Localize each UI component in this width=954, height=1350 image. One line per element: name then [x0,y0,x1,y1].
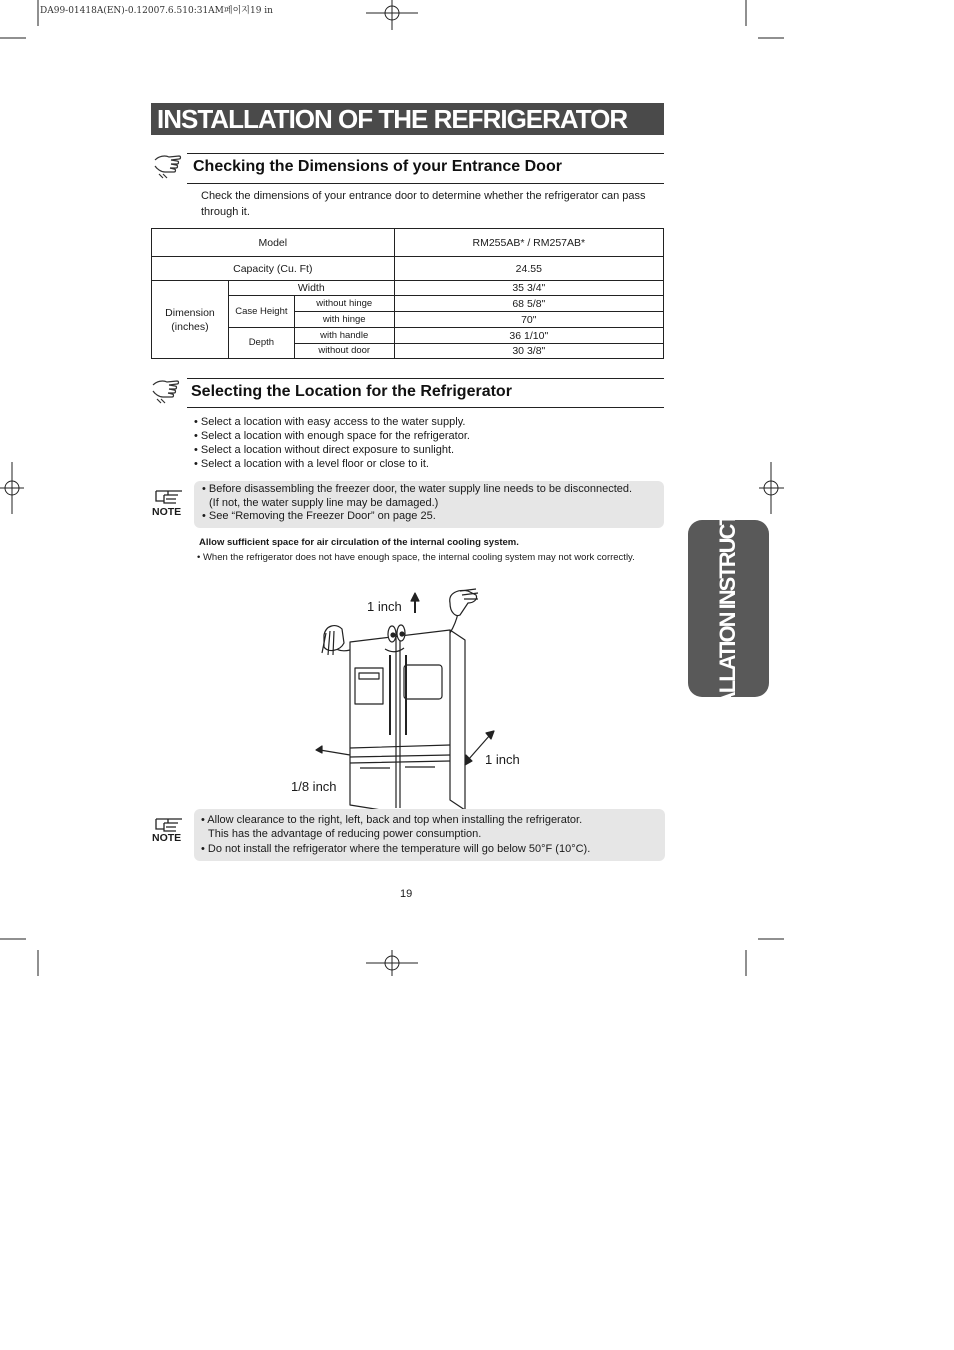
left-clearance-label: 1/8 inch [291,779,337,794]
note-line: • Before disassembling the freezer door, the water supply line needs to be disconnected. [202,483,633,495]
with-hinge-label: with hinge [294,312,394,328]
note-line: This has the advantage of reducing power consumption. [208,827,482,840]
location-bullet-list [194,415,470,471]
without-door-label: without door [294,344,394,359]
section1-title: Checking the Dimensions of your Entrance Door [193,158,562,175]
section-side-tab [688,468,769,748]
dimension-label-line1: Dimension [165,306,215,319]
without-hinge-label: without hinge [294,296,394,312]
table-row [152,296,664,312]
hand-pointer-icon [153,152,183,180]
capacity-label: Capacity (Cu. Ft) [152,257,395,281]
table-row [152,328,664,344]
table-row [152,257,664,281]
section2-title: Selecting the Location for the Refrigerator [191,383,512,400]
list-item: • Select a location with enough space for the refrigerator. [194,430,470,442]
side-clearance-label: 1 inch [485,752,520,767]
note-line: • Do not install the refrigerator where the temperature will go below 50°F (10°C). [201,843,591,855]
list-item: • Select a location without direct exposure to sunlight. [194,444,455,456]
note-box-clearance [194,809,665,861]
air-circulation-heading: Allow sufficient space for air circulation of the internal cooling system. [199,537,519,548]
model-label: Model [152,229,395,257]
list-item: • Select a location with easy access to the water supply. [194,416,466,428]
page-number: 19 [400,888,413,900]
note-box-freezer-door [194,481,664,528]
pointing-hand-icon [154,815,184,833]
dimensions-table [151,228,664,359]
with-hinge-value: 70" [394,312,663,328]
model-value: RM255AB* / RM257AB* [394,229,663,257]
note-label: NOTE [152,832,182,844]
top-clearance-label: 1 inch [367,599,402,614]
section1-top-rule [187,153,664,154]
section2-bottom-rule [187,407,664,408]
section1-intro: Check the dimensions of your entrance door to determine whether the refrigerator can pass through it. [201,190,646,218]
hand-pointer-icon [151,377,181,405]
list-item: • Select a location with a level floor or close to it. [194,458,429,470]
section2-top-rule [187,378,664,379]
table-row [152,229,664,257]
case-height-label: Case Height [228,296,294,328]
note-line: • See “Removing the Freezer Door” on page 25. [202,510,436,522]
with-handle-value: 36 1/10" [394,328,663,344]
depth-label: Depth [228,328,294,359]
side-tab-label: INSTALLATION INSTRUCTIONS [715,468,740,748]
without-hinge-value: 68 5/8" [394,296,663,312]
dimension-label [152,281,229,359]
dimension-label-line2: (inches) [171,320,209,333]
width-value: 35 3/4" [394,281,663,296]
capacity-value: 24.55 [394,257,663,281]
air-circulation-note: • When the refrigerator does not have enough space, the internal cooling system may not work correctly. [197,552,635,563]
page-title: INSTALLATION OF THE REFRIGERATOR [151,103,664,135]
with-handle-label: with handle [294,328,394,344]
table-row [152,281,664,296]
print-file-info: DA99-01418A(EN)-0.12007.6.510:31AM페이지19 in [40,6,273,16]
note-label: NOTE [152,506,182,518]
without-door-value: 30 3/8" [394,344,663,359]
note-line: (If not, the water supply line may be damaged.) [209,496,439,509]
pointing-hand-icon [154,487,184,505]
section1-bottom-rule [187,183,664,184]
width-label: Width [228,281,394,296]
note-line: • Allow clearance to the right, left, back and top when installing the refrigerator. [201,814,583,826]
